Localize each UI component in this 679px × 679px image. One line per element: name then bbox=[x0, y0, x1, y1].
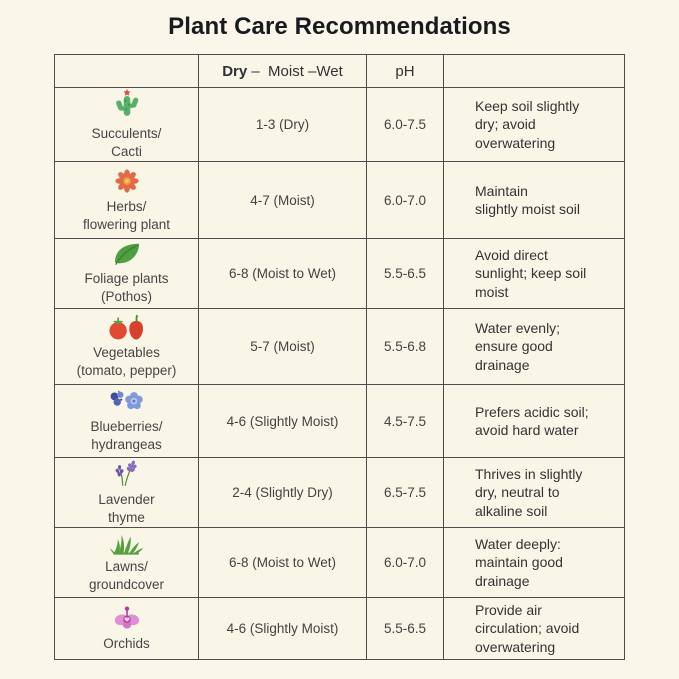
table-row bbox=[55, 88, 625, 162]
header-moisture-dry-label: Dry bbox=[222, 62, 248, 80]
notes-text: Avoid direct sunlight; keep soil moist bbox=[475, 247, 587, 300]
header-notes bbox=[444, 55, 625, 88]
moisture-cell bbox=[199, 239, 367, 309]
ph-value: 6.5-7.5 bbox=[383, 485, 427, 500]
page-title: Plant Care Recommendations bbox=[168, 13, 511, 40]
ph-value: 6.0-7.5 bbox=[383, 117, 427, 132]
flower-icon bbox=[55, 167, 198, 195]
notes-text: Water deeply: maintain good drainage bbox=[475, 536, 563, 589]
moisture-cell bbox=[199, 162, 367, 239]
ph-cell bbox=[367, 528, 444, 598]
moisture-cell bbox=[199, 458, 367, 528]
plant-cell bbox=[55, 385, 199, 458]
notes-text: Provide air circulation; avoid overwatering bbox=[475, 602, 580, 655]
ph-value: 5.5-6.5 bbox=[383, 266, 427, 281]
plant-name: Orchids bbox=[103, 636, 150, 651]
moisture-value: 4-6 (Slightly Moist) bbox=[226, 413, 339, 429]
ph-value: 6.0-7.0 bbox=[383, 192, 427, 208]
plant-cell bbox=[55, 598, 199, 660]
plant-name: Lawns/ groundcover bbox=[88, 559, 165, 592]
notes-cell bbox=[444, 162, 625, 239]
ph-value: 6.0-7.0 bbox=[383, 555, 427, 570]
grass-icon bbox=[55, 531, 198, 555]
blueberry-flower-icon bbox=[55, 389, 198, 415]
plant-name: Blueberries/ hydrangeas bbox=[90, 418, 163, 452]
moisture-cell bbox=[199, 88, 367, 162]
plant-cell bbox=[55, 309, 199, 385]
ph-cell bbox=[367, 385, 444, 458]
ph-cell bbox=[367, 239, 444, 309]
plant-cell bbox=[55, 239, 199, 309]
ph-cell bbox=[367, 162, 444, 239]
ph-value: 4.5-7.5 bbox=[383, 413, 427, 429]
ph-cell bbox=[367, 88, 444, 162]
leaf-icon bbox=[55, 241, 198, 267]
header-moisture bbox=[199, 55, 367, 88]
plant-name: Herbs/ flowering plant bbox=[82, 198, 171, 232]
moisture-value: 6-8 (Moist to Wet) bbox=[228, 266, 337, 281]
moisture-value: 6-8 (Moist to Wet) bbox=[228, 555, 337, 570]
moisture-cell bbox=[199, 528, 367, 598]
ph-value: 5.5-6.8 bbox=[383, 339, 427, 354]
notes-text: Water evenly; ensure good drainage bbox=[475, 320, 561, 373]
table-row bbox=[55, 385, 625, 458]
notes-cell bbox=[444, 385, 625, 458]
table-row bbox=[55, 309, 625, 385]
cactus-icon bbox=[55, 88, 198, 122]
moisture-cell bbox=[199, 309, 367, 385]
lavender-icon bbox=[55, 458, 198, 488]
ph-cell bbox=[367, 598, 444, 660]
plant-cell bbox=[55, 88, 199, 162]
tomato-pepper-icon bbox=[55, 313, 198, 341]
table-body bbox=[55, 88, 625, 660]
notes-cell bbox=[444, 458, 625, 528]
moisture-value: 5-7 (Moist) bbox=[250, 339, 315, 354]
plant-cell bbox=[55, 162, 199, 239]
plant-name: Vegetables (tomato, pepper) bbox=[76, 345, 177, 378]
table-row bbox=[55, 162, 625, 239]
header-plant bbox=[55, 55, 199, 88]
plant-name: Succulents/ Cacti bbox=[91, 126, 162, 159]
moisture-cell bbox=[199, 598, 367, 660]
header-moisture-scale-label: – Moist –Wet bbox=[247, 62, 343, 80]
notes-text: Prefers acidic soil; avoid hard water bbox=[475, 403, 589, 438]
ph-cell bbox=[367, 458, 444, 528]
table-row bbox=[55, 598, 625, 660]
notes-text: Maintain slightly moist soil bbox=[475, 182, 581, 217]
plant-name: Foliage plants (Pothos) bbox=[84, 271, 169, 304]
notes-cell bbox=[444, 239, 625, 309]
header-row bbox=[55, 55, 625, 88]
header-ph: pH bbox=[367, 55, 444, 88]
table-row bbox=[55, 239, 625, 309]
notes-cell bbox=[444, 88, 625, 162]
moisture-cell bbox=[199, 385, 367, 458]
ph-value: 5.5-6.5 bbox=[383, 621, 427, 636]
moisture-value: 4-7 (Moist) bbox=[250, 192, 315, 208]
notes-text: Thrives in slightly dry, neutral to alkaline soil bbox=[475, 466, 583, 519]
table-row bbox=[55, 528, 625, 598]
moisture-value: 1-3 (Dry) bbox=[255, 117, 310, 132]
table-row bbox=[55, 458, 625, 528]
moisture-value: 2-4 (Slightly Dry) bbox=[232, 485, 333, 500]
plant-cell bbox=[55, 458, 199, 528]
moisture-value: 4-6 (Slightly Moist) bbox=[226, 621, 339, 636]
notes-text: Keep soil slightly dry; avoid overwatering bbox=[475, 98, 580, 151]
plant-cell bbox=[55, 528, 199, 598]
plant-care-table bbox=[54, 54, 625, 660]
ph-cell bbox=[367, 309, 444, 385]
notes-cell bbox=[444, 528, 625, 598]
orchid-icon bbox=[55, 604, 198, 632]
plant-name: Lavender thyme bbox=[98, 492, 155, 525]
notes-cell bbox=[444, 598, 625, 660]
notes-cell bbox=[444, 309, 625, 385]
